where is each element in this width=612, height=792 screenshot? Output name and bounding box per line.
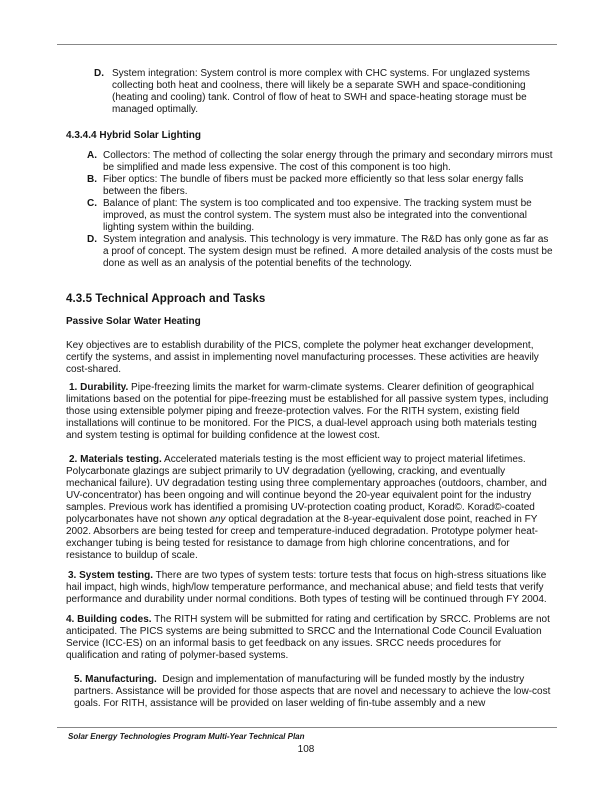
italic-word: any <box>209 514 226 525</box>
task-durability-paragraph <box>66 382 555 442</box>
task-text: There are two types of system tests: torture tests that focus on high-stress situations like hail impact, high winds, high/low temperature performance, and mechanical abuse; and field tests that verify performance and durability under normal conditions. Both types of testing will be continued through FY 2004. <box>66 570 550 605</box>
list-item-collectors <box>66 150 555 174</box>
list-item-text: Collectors: The method of collecting the solar energy through the primary and secondary mirrors must be simplified and made less expensive. The cost of this component is too high. <box>103 150 556 173</box>
intro-paragraph: Key objectives are to establish durability of the PICS, complete the polymer heat exchanger development, certify the systems, and assist in implementing novel manufacturing processes. These activities are heavily cost-shared. <box>66 340 542 375</box>
footer-rule <box>57 727 557 728</box>
list-item-text: System integration: System control is more complex with CHC systems. For unglazed systems collecting both heat and coolness, there will likely be a separate SWH and space-conditioning (heating and cooling) tank. Control of flow of heat to SWH and space-heating storage must be managed optimally. <box>112 68 533 115</box>
list-item-d-system-integration <box>66 68 555 116</box>
list-item-label: D. <box>94 68 104 79</box>
list-item-text: Fiber optics: The bundle of fibers must be packed more efficiently so that less solar energy falls between the fibers. <box>103 174 527 197</box>
page-number: 108 <box>297 744 315 755</box>
task-materials-testing-paragraph <box>66 454 555 562</box>
task-text: optical degradation at the 8-year-equivalent dose point, reached in FY 2002. Absorbers are being tested for creep and temperature-induced degradation. Prototype polymer heat-exchanger tubing is being tested for resistance to damage from high chlorine concentrations, and for resistance to buildup of scale. <box>66 514 541 561</box>
page-content <box>66 68 555 710</box>
task-building-codes-paragraph <box>66 614 555 662</box>
task-text: Accelerated materials testing is the most efficient way to project material lifetimes. Polycarbonate glazings are subject primarily to UV degradation (yellowing, cracking, and eventually mechanical failure). UV degradation testing using three complementary approaches (outdoors, chamber, and UV-concentrator) has been ongoing and will continue beyond the 20-year equivalent point for the industry samples. Previous work has identified a promising UV-protection coating product, Korad©. Korad©-coated polycarbonates have not shown <box>66 454 550 525</box>
task-lead: 3. System testing. <box>68 570 154 581</box>
heading-4344-hybrid-solar-lighting: 4.3.4.4 Hybrid Solar Lighting <box>66 130 202 141</box>
list-item-balance-of-plant <box>66 198 555 234</box>
list-item-label: B. <box>87 174 97 185</box>
task-lead: 2. Materials testing. <box>69 454 162 465</box>
task-lead: 5. Manufacturing. <box>74 674 157 685</box>
list-item-label: D. <box>87 234 97 245</box>
task-system-testing-paragraph <box>66 570 555 606</box>
task-text: Design and implementation of manufacturing will be funded mostly by the industry partners. Assistance will be provided for those aspects that are novel and necessary to achieve the low-cost goals. For RITH, assistance will be provided on laser welding of fin-tube assembly and a new <box>74 674 554 709</box>
task-lead: 1. Durability. <box>69 382 129 393</box>
list-item-fiber-optics <box>66 174 555 198</box>
footer-document-title: Solar Energy Technologies Program Multi-Year Technical Plan <box>68 732 305 741</box>
list-item-system-integration-analysis <box>66 234 555 270</box>
task-lead: 4. Building codes. <box>66 614 152 625</box>
subheading-passive-solar-water-heating: Passive Solar Water Heating <box>66 316 201 327</box>
task-manufacturing-paragraph <box>74 674 563 710</box>
task-text: Pipe-freezing limits the market for warm-climate systems. Clearer definition of geographical limitations based on the potential for pipe-freezing must be established for all passive system types, including those using extensible polymer piping and freeze-protection valves. For the RITH system, existing field installations will continue to be monitored. For the PICS, a dual-level approach using both materials testing and system testing is optimal for building confidence at the lowest cost. <box>66 382 552 441</box>
header-rule <box>57 44 557 45</box>
task-text: The RITH system will be submitted for rating and certification by SRCC. Problems are not anticipated. The PICS systems are being submitted to SRCC and the International Code Council Evaluation Service (ICC-ES) on an informal basis to get feedback on any issues. SRCC needs procedures for qualification and rating of polymer-based systems. <box>66 614 553 661</box>
list-item-label: A. <box>87 150 97 161</box>
list-item-label: C. <box>87 198 97 209</box>
list-item-text: Balance of plant: The system is too complicated and too expensive. The tracking system must be improved, as must the control system. The system must also be integrated into the conventional lighting system within the building. <box>103 198 535 233</box>
list-item-text: System integration and analysis. This technology is very immature. The R&D has only gone as far as a proof of concept. The system design must be refined. A more detailed analysis of the costs must be done as well as an analysis of the potential benefits of the technology. <box>103 234 556 269</box>
heading-435-technical-approach: 4.3.5 Technical Approach and Tasks <box>66 293 266 305</box>
hybrid-solar-lighting-list <box>66 150 555 270</box>
